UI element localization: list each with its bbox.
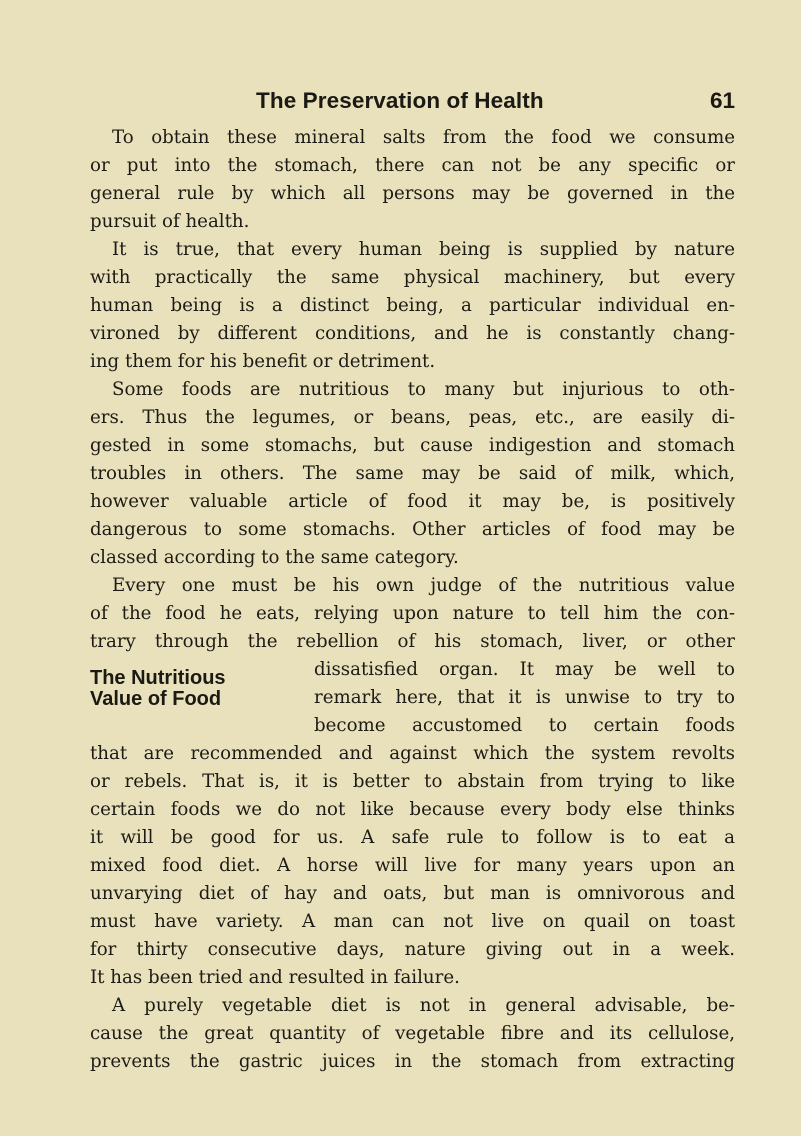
text-line: ing them for his benefit or detriment. bbox=[90, 351, 436, 372]
side-heading-line: The Nutritious bbox=[90, 667, 226, 689]
text-line: ers. Thus the legumes, or beans, peas, etc., are easily di- bbox=[90, 407, 735, 428]
text-line: A purely vegetable diet is not in general advisable, be- bbox=[112, 995, 735, 1016]
page-number: 61 bbox=[709, 88, 735, 113]
running-title: The Preservation of Health bbox=[256, 88, 544, 113]
text-line: become accustomed to certain foods bbox=[314, 715, 735, 736]
text-line: human being is a distinct being, a particular individual en- bbox=[90, 295, 735, 316]
text-line: pursuit of health. bbox=[90, 211, 250, 232]
text-line: must have variety. A man can not live on quail on toast bbox=[90, 911, 735, 932]
text-line: or rebels. That is, it is better to abstain from trying to like bbox=[90, 771, 735, 792]
running-header bbox=[90, 88, 735, 118]
text-line: gested in some stomachs, but cause indigestion and stomach bbox=[90, 435, 735, 456]
text-line: troubles in others. The same may be said of milk, which, bbox=[90, 463, 735, 484]
text-line: certain foods we do not like because every body else thinks bbox=[90, 799, 735, 820]
text-line: classed according to the same category. bbox=[90, 547, 459, 568]
text-line: vironed by different conditions, and he is constantly chang- bbox=[90, 323, 735, 344]
text-line: that are recommended and against which the system revolts bbox=[90, 743, 735, 764]
text-line: unvarying diet of hay and oats, but man is omnivorous and bbox=[90, 883, 735, 904]
text-line: remark here, that it is unwise to try to bbox=[314, 687, 735, 708]
side-heading-line: Value of Food bbox=[90, 688, 222, 710]
text-line: for thirty consecutive days, nature giving out in a week. bbox=[90, 939, 735, 960]
text-line: or put into the stomach, there can not be any specific or bbox=[90, 155, 735, 176]
body-text bbox=[90, 124, 735, 1076]
text-line: prevents the gastric juices in the stomach from extracting bbox=[90, 1051, 735, 1072]
text-line: of the food he eats, relying upon nature to tell him the con- bbox=[90, 603, 735, 624]
text-line: dissatisfied organ. It may be well to bbox=[314, 659, 735, 680]
text-line: with practically the same physical machinery, but every bbox=[90, 267, 735, 288]
text-line: however valuable article of food it may be, is positively bbox=[90, 491, 735, 512]
text-line: mixed food diet. A horse will live for many years upon an bbox=[90, 855, 735, 876]
text-line: It has been tried and resulted in failure. bbox=[90, 967, 460, 988]
text-line: Some foods are nutritious to many but injurious to oth- bbox=[112, 379, 735, 400]
text-line: It is true, that every human being is supplied by nature bbox=[112, 239, 735, 260]
text-line: cause the great quantity of vegetable fibre and its cellulose, bbox=[90, 1023, 735, 1044]
text-line: dangerous to some stomachs. Other articles of food may be bbox=[90, 519, 735, 540]
text-line: To obtain these mineral salts from the food we consume bbox=[112, 127, 735, 148]
text-line: Every one must be his own judge of the nutritious value bbox=[112, 575, 735, 596]
text-line: it will be good for us. A safe rule to follow is to eat a bbox=[90, 827, 735, 848]
text-line: general rule by which all persons may be governed in the bbox=[90, 183, 735, 204]
text-line: trary through the rebellion of his stomach, liver, or other bbox=[90, 631, 735, 652]
